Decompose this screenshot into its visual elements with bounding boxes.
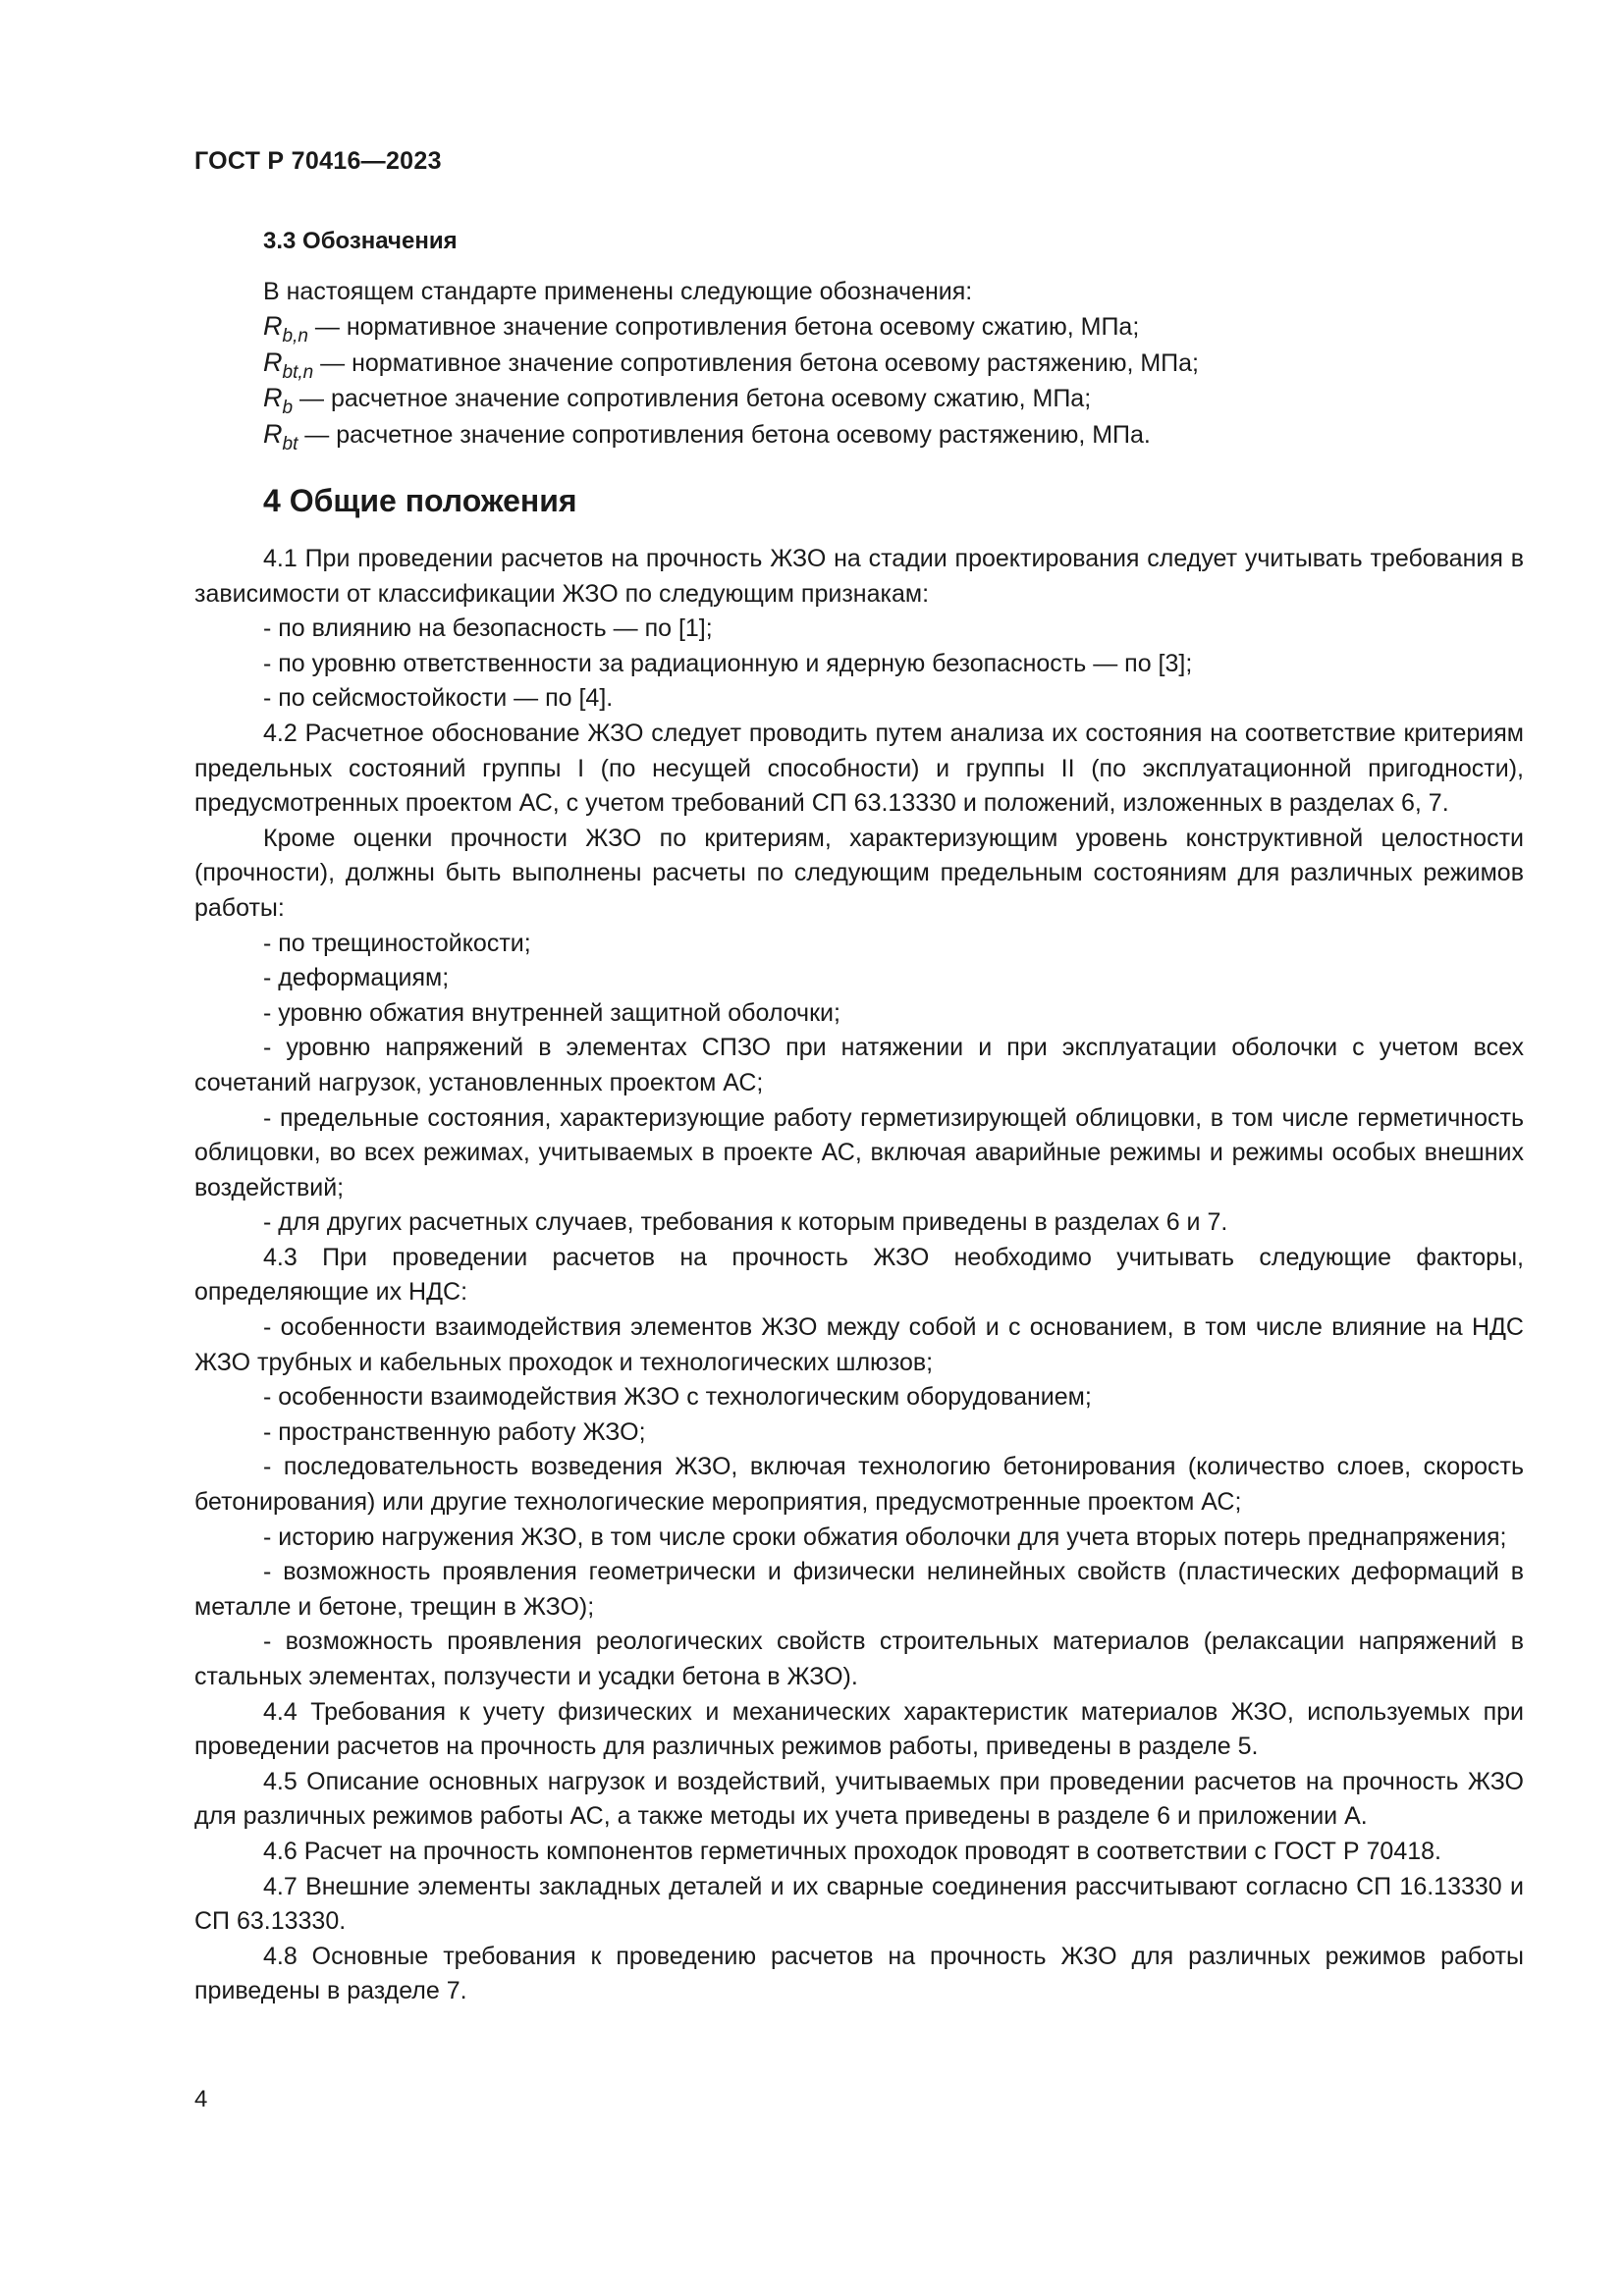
section-4-title: 4 Общие положения: [263, 483, 577, 518]
list-item: - возможность проявления геометрически и физически нелинейных свойств (пластических деформаций в металле и бетоне, трещин в ЖЗО);: [194, 1558, 1524, 1621]
paragraph: 4.1 При проведении расчетов на прочность ЖЗО на стадии проектирования следует учитывать требования в зависимости от классификации ЖЗО по следующим признакам:: [194, 545, 1524, 608]
list-item: - уровню напряжений в элементах СПЗО при натяжении и при эксплуатации оболочки с учетом всех сочетаний нагрузок, установленных проектом АС;: [194, 1034, 1524, 1096]
list-item: - уровню обжатия внутренней защитной оболочки;: [263, 998, 840, 1027]
list-item: - по сейсмостойкости — по [4].: [263, 684, 614, 713]
list-item: - пространственную работу ЖЗО;: [263, 1417, 646, 1446]
symbol-base: R: [263, 383, 283, 412]
symbol-definition: [263, 381, 1199, 417]
page-number: 4: [194, 2086, 208, 2112]
symbol-subscript: b: [282, 398, 294, 418]
list-item: - деформациям;: [263, 964, 450, 992]
symbols-intro: В настоящем стандарте применены следующие обозначения:: [263, 278, 973, 305]
paragraph: 4.3 При проведении расчетов на прочность ЖЗО необходимо учитывать следующие факторы, определяющие их НДС:: [194, 1243, 1524, 1307]
list-item: - по трещиностойкости;: [263, 929, 531, 957]
symbol-definition: [263, 417, 1199, 454]
document-code: ГОСТ Р 70416—2023: [194, 147, 442, 175]
symbol-description: — нормативное значение сопротивления бетона осевому растяжению, МПа;: [313, 348, 1199, 377]
symbol-base: R: [263, 347, 283, 377]
symbol-subscript: bt: [282, 433, 298, 454]
symbol-subscript: b,n: [282, 326, 308, 347]
paragraph: 4.8 Основные требования к проведению расчетов на прочность ЖЗО для различных режимов работы приведены в разделе 7.: [194, 1942, 1524, 2005]
paragraph: 4.7 Внешние элементы закладных деталей и их сварные соединения рассчитывают согласно СП 16.13330 и СП 63.13330.: [194, 1872, 1524, 1936]
symbol-description: — расчетное значение сопротивления бетона осевому растяжению, МПа.: [298, 420, 1151, 449]
section-4-body: [194, 542, 1524, 2009]
list-item: - по влиянию на безопасность — по [1];: [263, 614, 713, 643]
paragraph: 4.6 Расчет на прочность компонентов герметичных проходок проводят в соответствии с ГОСТ Р 70418.: [263, 1837, 1441, 1865]
paragraph: 4.5 Описание основных нагрузок и воздействий, учитываемых при проведении расчетов на прочность ЖЗО для различных режимов работы АС, а также методы их учета приведены в разделе 6 и приложении А.: [194, 1767, 1524, 1831]
list-item: - возможность проявления реологических свойств строительных материалов (релаксации напряжений в стальных элементах, ползучести и усадки бетона в ЖЗО).: [194, 1628, 1524, 1690]
paragraph: 4.4 Требования к учету физических и механических характеристик материалов ЖЗО, используемых при проведении расчетов на прочность для различных режимов работы, приведены в разделе 5.: [194, 1697, 1524, 1761]
list-item: - для других расчетных случаев, требования к которым приведены в разделах 6 и 7.: [263, 1208, 1228, 1237]
list-item: - особенности взаимодействия элементов ЖЗО между собой и с основанием, в том числе влияние на НДС ЖЗО трубных и кабельных проходок и технологических шлюзов;: [194, 1313, 1524, 1376]
list-item: - историю нагружения ЖЗО, в том числе сроки обжатия оболочки для учета вторых потерь преднапряжения;: [263, 1522, 1507, 1551]
list-item: - по уровню ответственности за радиационную и ядерную безопасность — по [3];: [263, 649, 1193, 677]
symbol-subscript: bt,n: [282, 361, 314, 383]
list-item: - предельные состояния, характеризующие работу герметизирующей облицовки, в том числе герметичность облицовки, во всех режимах, учитываемых в проекте АС, включая аварийные режимы и режимы особых внешних воздействий;: [194, 1103, 1524, 1201]
symbol-description: — нормативное значение сопротивления бетона осевому сжатию, МПа;: [307, 313, 1140, 341]
paragraph: Кроме оценки прочности ЖЗО по критериям, характеризующим уровень конструктивной целостности (прочности), должны быть выполнены расчеты по следующим предельным состояниям для различных режимов работы:: [194, 824, 1524, 922]
symbols-list: [263, 309, 1199, 453]
symbol-base: R: [263, 311, 283, 341]
symbol-definition: [263, 346, 1199, 382]
list-item: - особенности взаимодействия ЖЗО с технологическим оборудованием;: [263, 1383, 1092, 1412]
section-3-3-title: 3.3 Обозначения: [263, 228, 458, 254]
document-page: [194, 0, 1524, 2296]
symbol-description: — расчетное значение сопротивления бетона осевому сжатию, МПа;: [293, 385, 1092, 412]
symbol-base: R: [263, 418, 283, 449]
list-item: - последовательность возведения ЖЗО, включая технологию бетонирования (количество слоев, скорость бетонирования) или другие технологические мероприятия, предусмотренные проектом АС;: [194, 1453, 1524, 1517]
symbol-definition: [263, 309, 1199, 346]
paragraph: 4.2 Расчетное обоснование ЖЗО следует проводить путем анализа их состояния на соответствие критериям предельных состояний группы I (по несущей способности) и группы II (по эксплуатационной пригодности), предусмотренных проектом АС, с учетом требований СП 63.13330 и положений, изложенных в разделах 6, 7.: [194, 719, 1524, 818]
